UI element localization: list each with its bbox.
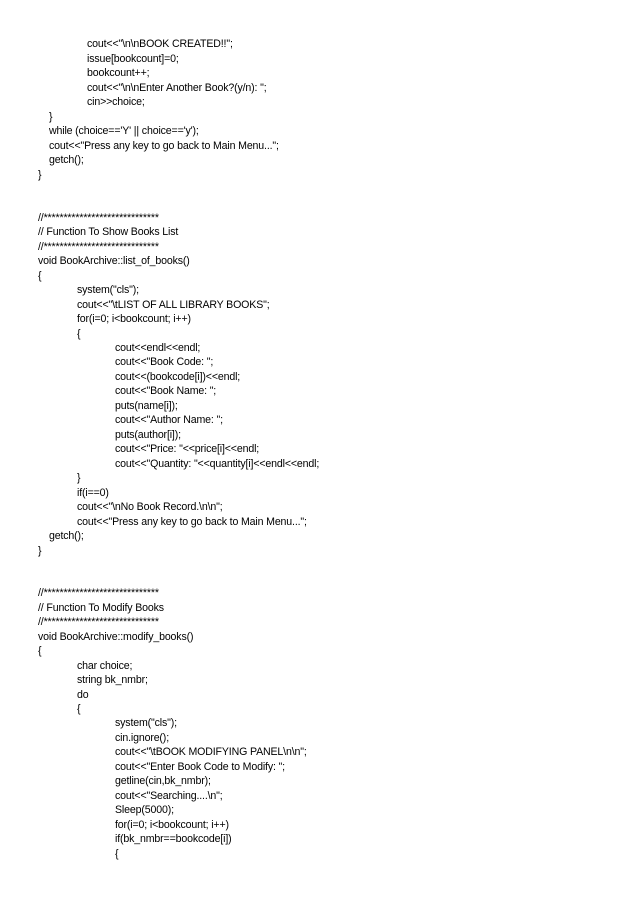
code-line: }	[77, 472, 81, 484]
code-line: //*****************************	[38, 587, 159, 599]
code-line: if(i==0)	[77, 487, 109, 499]
code-line: cout<<"Book Name: ";	[115, 385, 217, 397]
code-line: cout<<endl<<endl;	[115, 342, 201, 354]
code-line: cout<<"\tBOOK MODIFYING PANEL\n\n";	[115, 746, 307, 758]
code-line: cout<<(bookcode[i])<<endl;	[115, 371, 241, 383]
code-line: puts(name[i]);	[115, 400, 178, 412]
code-line: system("cls");	[77, 284, 139, 296]
code-line: cout<<"\n\nBOOK CREATED!!";	[87, 38, 233, 50]
code-line: puts(author[i]);	[115, 429, 181, 441]
code-line: do	[77, 689, 89, 701]
code-line: issue[bookcount]=0;	[87, 53, 179, 65]
code-line: //*****************************	[38, 616, 159, 628]
code-line: getch();	[49, 154, 84, 166]
code-line: cout<<"Press any key to go back to Main Menu...";	[77, 516, 307, 528]
code-line: cout<<"Author Name: ";	[115, 414, 223, 426]
code-line: getline(cin,bk_nmbr);	[115, 775, 211, 787]
code-line: }	[49, 111, 53, 123]
code-line: {	[38, 270, 42, 282]
code-line: //*****************************	[38, 212, 159, 224]
code-line: cin>>choice;	[87, 96, 145, 108]
code-line: char choice;	[77, 660, 133, 672]
code-line: cout<<"\nNo Book Record.\n\n";	[77, 501, 223, 513]
code-line: getch();	[49, 530, 84, 542]
code-line: cout<<"Enter Book Code to Modify: ";	[115, 761, 285, 773]
code-line: bookcount++;	[87, 67, 150, 79]
code-line: cout<<"\tLIST OF ALL LIBRARY BOOKS";	[77, 299, 270, 311]
code-line: cout<<"Price: "<<price[i]<<endl;	[115, 443, 260, 455]
code-line: for(i=0; i<bookcount; i++)	[77, 313, 191, 325]
code-line: }	[38, 169, 42, 181]
code-line: if(bk_nmbr==bookcode[i])	[115, 833, 232, 845]
code-line: {	[38, 645, 42, 657]
code-line: string bk_nmbr;	[77, 674, 148, 686]
code-line: cout<<"Quantity: "<<quantity[i]<<endl<<endl;	[115, 458, 320, 470]
code-line: cout<<"\n\nEnter Another Book?(y/n): ";	[87, 82, 267, 94]
code-line: for(i=0; i<bookcount; i++)	[115, 819, 229, 831]
code-line: {	[115, 848, 119, 860]
code-line: void BookArchive::modify_books()	[38, 631, 194, 643]
code-line: cout<<"Book Code: ";	[115, 356, 214, 368]
code-line: {	[77, 703, 81, 715]
code-line: // Function To Modify Books	[38, 602, 164, 614]
code-line: //*****************************	[38, 241, 159, 253]
code-line: system("cls");	[115, 717, 177, 729]
code-line: cout<<"Press any key to go back to Main Menu...";	[49, 140, 279, 152]
code-line: void BookArchive::list_of_books()	[38, 255, 190, 267]
code-line: while (choice=='Y' || choice=='y');	[49, 125, 199, 137]
code-line: cin.ignore();	[115, 732, 169, 744]
code-line: {	[77, 328, 81, 340]
code-line: Sleep(5000);	[115, 804, 174, 816]
code-line: // Function To Show Books List	[38, 226, 179, 238]
code-line: cout<<"Searching....\n";	[115, 790, 223, 802]
code-line: }	[38, 545, 42, 557]
